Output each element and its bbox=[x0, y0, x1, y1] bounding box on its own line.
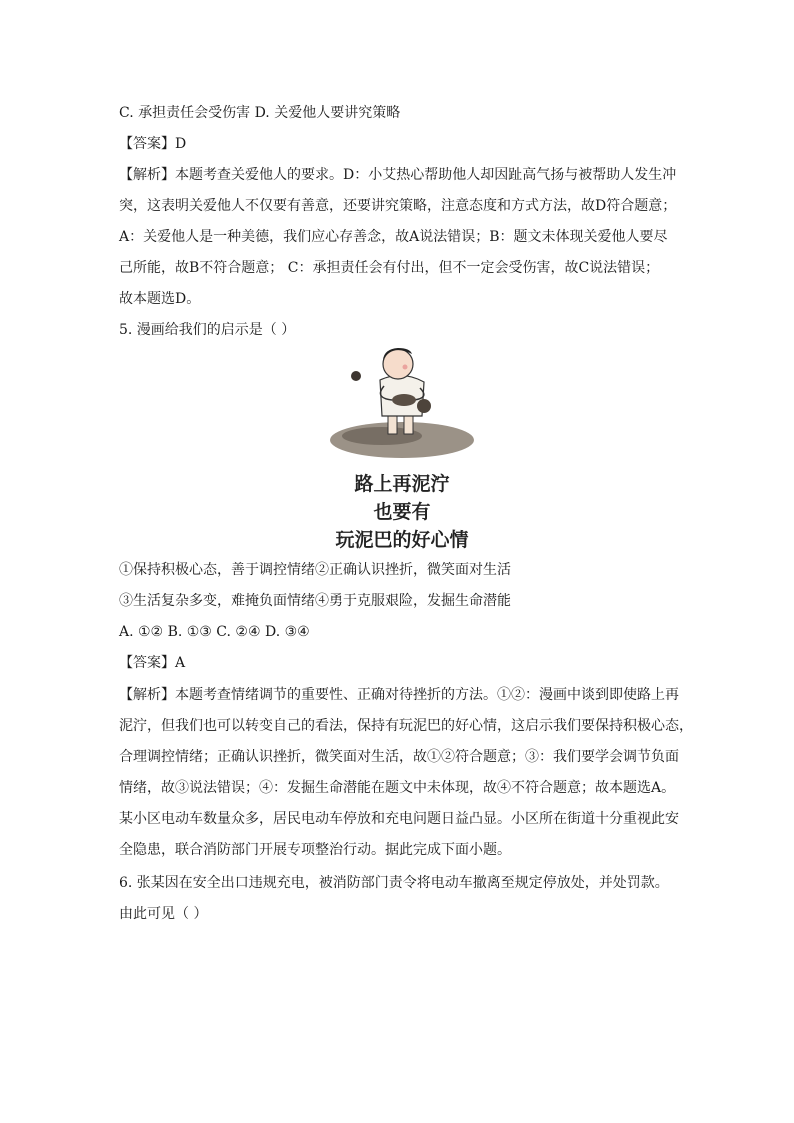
option-line: ③生活复杂多变，难掩负面情绪④勇于克服艰险，发掘生命潜能 bbox=[119, 593, 511, 609]
passage-line: 某小区电动车数量众多，居民电动车停放和充电问题日益凸显。小区所在街道十分重视此安 bbox=[119, 811, 679, 827]
comic-caption-line: 玩泥巴的好心情 bbox=[335, 529, 469, 551]
question-title: 6. 张某因在安全出口违规充电，被消防部门责令将电动车撤离至规定停放处，并处罚款。 bbox=[119, 875, 669, 891]
answer-line: 【答案】D bbox=[119, 136, 187, 152]
comic-caption-line: 也要有 bbox=[373, 501, 431, 523]
analysis-line: 泥泞，但我们也可以转变自己的看法，保持有玩泥巴的好心情，这启示我们要保持积极心态， bbox=[119, 718, 693, 734]
question-title: 由此可见（ ） bbox=[119, 906, 208, 922]
analysis-line: 【解析】本题考查关爱他人的要求。D：小艾热心帮助他人却因趾高气扬与被帮助人发生冲 bbox=[119, 167, 677, 183]
passage-line: 全隐患，联合消防部门开展专项整治行动。据此完成下面小题。 bbox=[119, 842, 511, 858]
choice-line: A. ①② B. ①③ C. ②④ D. ③④ bbox=[119, 624, 310, 640]
analysis-line: 情绪，故③说法错误；④：发掘生命潜能在题文中未体现，故④不符合题意；故本题选A。 bbox=[119, 780, 676, 796]
analysis-line: 合理调控情绪；正确认识挫折，微笑面对生活，故①②符合题意；③：我们要学会调节负面 bbox=[119, 749, 679, 765]
analysis-line: 故本题选D。 bbox=[119, 291, 201, 307]
cartoon-illustration bbox=[322, 340, 482, 552]
question-title: 5. 漫画给我们的启示是（ ） bbox=[119, 322, 296, 338]
comic-caption-line: 路上再泥泞 bbox=[354, 473, 450, 495]
option-line: C. 承担责任会受伤害 D. 关爱他人要讲究策略 bbox=[119, 105, 401, 121]
option-line: ①保持积极心态，善于调控情绪②正确认识挫折，微笑面对生活 bbox=[119, 562, 511, 578]
analysis-line: A：关爱他人是一种美德，我们应心存善念，故A说法错误；B：题文未体现关爱他人要尽 bbox=[119, 229, 668, 245]
analysis-line: 突，这表明关爱他人不仅要有善意，还要讲究策略，注意态度和方式方法，故D符合题意； bbox=[119, 198, 677, 214]
analysis-line: 己所能，故B不符合题意； C：承担责任会有付出，但不一定会受伤害，故C说法错误； bbox=[119, 260, 660, 276]
analysis-line: 【解析】本题考查情绪调节的重要性、正确对待挫折的方法。①②：漫画中谈到即使路上再 bbox=[119, 687, 679, 703]
answer-line: 【答案】A bbox=[119, 655, 186, 671]
